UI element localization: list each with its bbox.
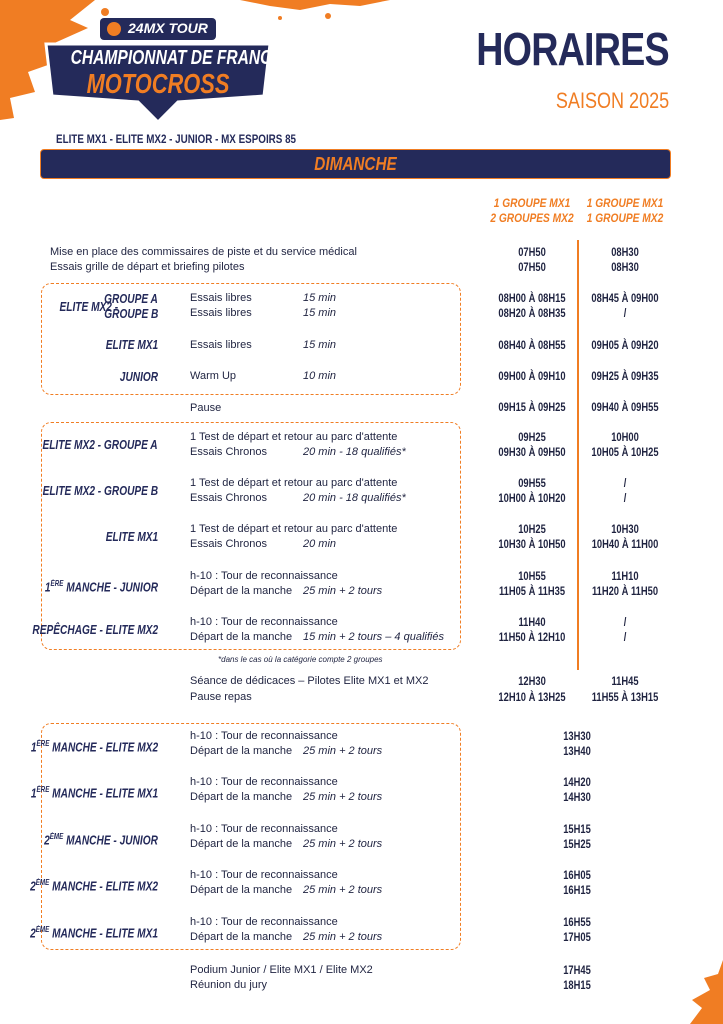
- row9-time2a: 11H05 À 11H35: [498, 584, 566, 598]
- row5-time-a: 09H15 À 09H25: [498, 400, 566, 414]
- row16-label: [30, 922, 158, 940]
- row12-label-rest: MANCHE - ELITE MX2: [49, 739, 158, 755]
- row7-time2b: /: [623, 491, 627, 505]
- row10-duration2: 15 min + 2 tours – 4 qualifiés: [303, 631, 444, 643]
- row10-time1b: /: [623, 615, 627, 629]
- row15-label-suffix: ÈME: [35, 878, 50, 887]
- row16-label-suffix: ÈME: [35, 925, 50, 934]
- column-header-a-line1: 1 GROUPE MX1: [493, 196, 571, 210]
- row8-duration2: 20 min: [303, 538, 337, 550]
- row12-label-number: 1: [30, 739, 37, 755]
- row14-time2: 15H25: [563, 837, 591, 851]
- row15-label: [30, 875, 158, 893]
- row8-activity2: Essais Chronos: [190, 538, 268, 550]
- row12-time2: 13H40: [563, 744, 591, 758]
- row1-activity1: Mise en place des commissaires de piste et du service médical: [50, 246, 357, 258]
- row3-time-b: 09H05 À 09H20: [591, 338, 659, 352]
- row3-duration: 15 min: [303, 339, 337, 351]
- row8-time2a: 10H30 À 10H50: [498, 537, 566, 551]
- row15-time1: 16H05: [563, 868, 591, 882]
- column-header-b: [583, 196, 668, 226]
- row10-label: REPÊCHAGE - ELITE MX2: [32, 622, 158, 637]
- row2-label-group-a: GROUPE A: [104, 291, 158, 306]
- row8-time2b: 10H40 À 11H00: [591, 537, 659, 551]
- row15-time2: 16H15: [563, 883, 591, 897]
- row4-label: JUNIOR: [119, 369, 158, 384]
- row7-time1a: 09H55: [518, 476, 546, 490]
- row10-time2b: /: [623, 630, 627, 644]
- column-header-b-line1: 1 GROUPE MX1: [586, 196, 664, 210]
- row14-activity2: Départ de la manche: [190, 838, 293, 850]
- column-divider: [577, 240, 579, 670]
- row2-time1b: 08H45 À 09H00: [591, 291, 659, 305]
- row2-label-group-b: GROUPE B: [103, 306, 158, 321]
- row11-time2a: 12H10 À 13H25: [498, 690, 566, 704]
- row2-activity2: Essais libres: [190, 307, 252, 319]
- bottom-right-paint-splash: [680, 960, 723, 1024]
- row15-activity1: h-10 : Tour de reconnaissance: [190, 869, 338, 881]
- row9-duration2: 25 min + 2 tours: [303, 585, 383, 597]
- row7-time2a: 10H00 À 10H20: [498, 491, 566, 505]
- row11-time2b: 11H55 À 13H15: [591, 690, 659, 704]
- row10-time1a: 11H40: [518, 615, 546, 629]
- row17-time2: 18H15: [563, 978, 591, 992]
- row2-time2b: /: [623, 306, 627, 320]
- row9-activity2: Départ de la manche: [190, 585, 293, 597]
- row1-activity2: Essais grille de départ et briefing pilotes: [50, 261, 245, 273]
- row17-time1: 17H45: [563, 963, 591, 977]
- row7-duration2: 20 min - 18 qualifiés*: [303, 492, 406, 504]
- row16-time2: 17H05: [563, 930, 591, 944]
- row2-time1a: 08H00 À 08H15: [498, 291, 566, 305]
- row12-time1: 13H30: [563, 729, 591, 743]
- row1-time1a: 07H50: [518, 245, 546, 259]
- row9-time2b: 11H20 À 11H50: [591, 584, 659, 598]
- row15-label-number: 2: [30, 878, 36, 894]
- row8-time1b: 10H30: [611, 522, 639, 536]
- row14-label-suffix: ÈME: [49, 832, 64, 841]
- row8-time1a: 10H25: [518, 522, 546, 536]
- row2-duration1: 15 min: [303, 292, 337, 304]
- row12-activity2: Départ de la manche: [190, 745, 293, 757]
- row6-time1b: 10H00: [611, 430, 639, 444]
- row9-activity1: h-10 : Tour de reconnaissance: [190, 570, 338, 582]
- row6-time2b: 10H05 À 10H25: [591, 445, 659, 459]
- row14-activity1: h-10 : Tour de reconnaissance: [190, 823, 338, 835]
- row16-label-number: 2: [30, 925, 36, 941]
- column-header-a: [490, 196, 575, 226]
- row16-duration2: 25 min + 2 tours: [303, 931, 383, 943]
- row17-activity1: Podium Junior / Elite MX1 / Elite MX2: [190, 964, 373, 976]
- row8-activity1: 1 Test de départ et retour au parc d'attente: [190, 523, 398, 535]
- logo-line2: MOTOCROSS: [86, 68, 230, 99]
- row7-activity2: Essais Chronos: [190, 492, 268, 504]
- row13-time2: 14H30: [563, 790, 591, 804]
- row4-duration: 10 min: [303, 370, 337, 382]
- row13-label-rest: MANCHE - ELITE MX1: [49, 785, 158, 801]
- row10-time2a: 11H50 À 12H10: [498, 630, 566, 644]
- day-label: DIMANCHE: [314, 154, 397, 174]
- row15-activity2: Départ de la manche: [190, 884, 293, 896]
- row16-time1: 16H55: [563, 915, 591, 929]
- row9-time1b: 11H10: [611, 569, 639, 583]
- row13-duration2: 25 min + 2 tours: [303, 791, 383, 803]
- row16-label-rest: MANCHE - ELITE MX1: [49, 925, 158, 941]
- row14-label-number: 2: [44, 832, 50, 848]
- row14-label: [44, 829, 158, 847]
- row15-label-rest: MANCHE - ELITE MX2: [49, 878, 158, 894]
- row3-time-a: 08H40 À 08H55: [498, 338, 566, 352]
- row14-time1: 15H15: [563, 822, 591, 836]
- row4-time-a: 09H00 À 09H10: [498, 369, 566, 383]
- categories-line: ELITE MX1 - ELITE MX2 - JUNIOR - MX ESPOIRS 85: [56, 132, 297, 146]
- row12-duration2: 25 min + 2 tours: [303, 745, 383, 757]
- row6-label: ELITE MX2 - GROUPE A: [42, 437, 158, 452]
- row17-activity2: Réunion du jury: [190, 979, 268, 991]
- row13-label-suffix: ÈRE: [36, 785, 50, 794]
- row8-label: ELITE MX1: [105, 529, 158, 544]
- row13-activity1: h-10 : Tour de reconnaissance: [190, 776, 338, 788]
- row13-activity2: Départ de la manche: [190, 791, 293, 803]
- row16-activity2: Départ de la manche: [190, 931, 293, 943]
- row1-time2b: 08H30: [611, 260, 639, 274]
- row2-time2a: 08H20 À 08H35: [498, 306, 566, 320]
- row16-activity1: h-10 : Tour de reconnaissance: [190, 916, 338, 928]
- day-banner: [41, 150, 670, 178]
- row6-activity2: Essais Chronos: [190, 446, 268, 458]
- season-label: SAISON 2025: [555, 88, 669, 113]
- row10-activity1: h-10 : Tour de reconnaissance: [190, 616, 338, 628]
- row12-label-suffix: ÈRE: [36, 739, 50, 748]
- row6-duration2: 20 min - 18 qualifiés*: [303, 446, 406, 458]
- row4-time-b: 09H25 À 09H35: [591, 369, 659, 383]
- row10-activity2: Départ de la manche: [190, 631, 293, 643]
- row3-label: ELITE MX1: [105, 337, 158, 352]
- row11-time1a: 12H30: [518, 674, 546, 688]
- row7-time1b: /: [623, 476, 627, 490]
- row2-label: ELITE MX2 -: [59, 299, 118, 314]
- row5-time-b: 09H40 À 09H55: [591, 400, 659, 414]
- row9-label-number: 1: [44, 579, 51, 595]
- row5-activity: Pause: [190, 402, 222, 414]
- row3-activity: Essais libres: [190, 339, 252, 351]
- row11-time1b: 11H45: [611, 674, 639, 688]
- logo-line1: CHAMPIONNAT DE FRANCE: [70, 47, 282, 69]
- championship-logo: [38, 14, 282, 134]
- row6-time2a: 09H30 À 09H50: [498, 445, 566, 459]
- row9-label: [45, 576, 158, 594]
- row6-time1a: 09H25: [518, 430, 546, 444]
- row14-duration2: 25 min + 2 tours: [303, 838, 383, 850]
- row15-duration2: 25 min + 2 tours: [303, 884, 383, 896]
- row14-label-rest: MANCHE - JUNIOR: [63, 832, 158, 848]
- row2-duration2: 15 min: [303, 307, 337, 319]
- row6-activity1: 1 Test de départ et retour au parc d'attente: [190, 431, 398, 443]
- page-title: HORAIRES: [476, 23, 669, 75]
- row12-activity1: h-10 : Tour de reconnaissance: [190, 730, 338, 742]
- row13-time1: 14H20: [563, 775, 591, 789]
- row9-label-suffix: ÈRE: [50, 579, 64, 588]
- row9-label-rest: MANCHE - JUNIOR: [63, 579, 158, 595]
- row7-label: ELITE MX2 - GROUPE B: [42, 483, 158, 498]
- row1-time2a: 07H50: [518, 260, 546, 274]
- row12-label: [31, 736, 158, 754]
- row7-activity1: 1 Test de départ et retour au parc d'attente: [190, 477, 398, 489]
- row4-activity: Warm Up: [190, 370, 237, 382]
- row1-time1b: 08H30: [611, 245, 639, 259]
- logo-tour-text: 24MX TOUR: [128, 20, 208, 36]
- row11-activity2: Pause repas: [190, 691, 252, 703]
- column-header-b-line2: 1 GROUPE MX2: [586, 211, 664, 225]
- row13-label: [31, 782, 158, 800]
- row11-activity1: Séance de dédicaces – Pilotes Elite MX1 et MX2: [190, 675, 429, 687]
- row13-label-number: 1: [30, 785, 37, 801]
- row9-time1a: 10H55: [518, 569, 546, 583]
- footnote: *dans le cas où la catégorie compte 2 groupes: [218, 655, 383, 664]
- row2-activity1: Essais libres: [190, 292, 252, 304]
- column-header-a-line2: 2 GROUPES MX2: [490, 211, 574, 225]
